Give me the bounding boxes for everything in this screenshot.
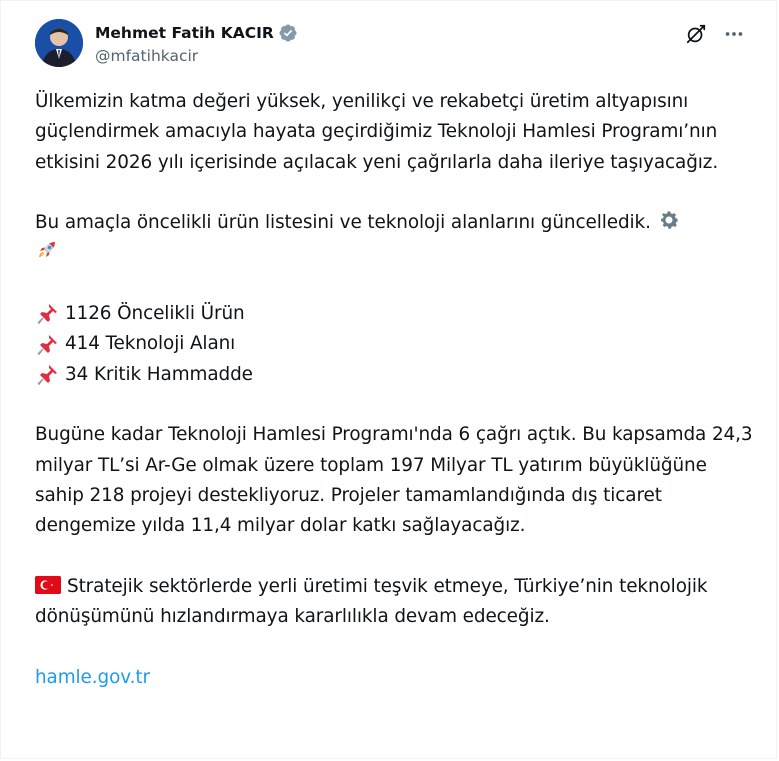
post-paragraph-4 [35, 572, 759, 633]
pin-list-text: 1126 Öncelikli Ürün [65, 303, 245, 325]
pin-list-item [35, 360, 759, 390]
post-paragraph-2-text: Bu amaçla öncelikli ürün listesini ve teknoloji alanlarını güncelledik. [35, 212, 651, 234]
pin-list-item [35, 299, 759, 329]
spacer [35, 632, 759, 662]
avatar-portrait [35, 19, 83, 67]
post-link-line [35, 663, 759, 693]
display-name[interactable]: Mehmet Fatih KACIR [95, 24, 274, 42]
gear-icon [657, 208, 681, 232]
handle[interactable]: @mfatihkacir [95, 47, 199, 65]
post-header [35, 19, 745, 71]
author-names [95, 21, 298, 65]
spacer [35, 390, 759, 420]
rocket-icon [35, 238, 59, 262]
post-paragraph-3: Bugüne kadar Teknoloji Hamlesi Programı'nda 6 çağrı açtık. Bu kapsamda 24,3 milyar TL’si Ar-Ge olmak üzere toplam 197 Milyar TL yatırım büyüklüğüne sahip 218 projeyi destekliyoruz. Projeler tamamlandığında dış ticaret dengemize yılda 11,4 milyar dolar katkı sağlayacağız. [35, 424, 759, 537]
spacer [35, 178, 759, 208]
pin-list-text: 414 Teknoloji Alanı [65, 333, 236, 355]
pin-list-text: 34 Kritik Hammadde [65, 363, 253, 385]
external-link[interactable]: hamle.gov.tr [35, 666, 150, 688]
header-actions [685, 23, 745, 45]
post-paragraph-2 [35, 208, 759, 269]
display-name-row [95, 21, 298, 45]
pushpin-icon [35, 302, 59, 326]
verified-badge-icon [278, 23, 298, 43]
post-paragraph-4-text: Stratejik sektörlerde yerli üretimi teşvik etmeye, Türkiye’nin teknolojik dönüşümünü hızlandırmaya kararlılıkla devam edeceğiz. [35, 575, 714, 628]
turkey-flag-icon [35, 576, 61, 594]
spacer [35, 541, 759, 571]
pushpin-icon [35, 363, 59, 387]
post-paragraph-1: Ülkemizin katma değeri yüksek, yenilikçi ve rekabetçi üretim altyapısını güçlendirmek amacıyla hayata geçirdiğimiz Teknoloji Hamlesi Programı’nın etkisini 2026 yılı içerisinde açılacak yeni çağrılarla daha ileriye taşıyacağız. [35, 91, 723, 173]
grok-icon[interactable] [685, 23, 707, 45]
more-icon[interactable] [723, 23, 745, 45]
pin-list-item [35, 329, 759, 359]
avatar[interactable] [35, 19, 83, 67]
spacer [35, 269, 759, 299]
pushpin-icon [35, 333, 59, 357]
post-text [35, 87, 759, 693]
